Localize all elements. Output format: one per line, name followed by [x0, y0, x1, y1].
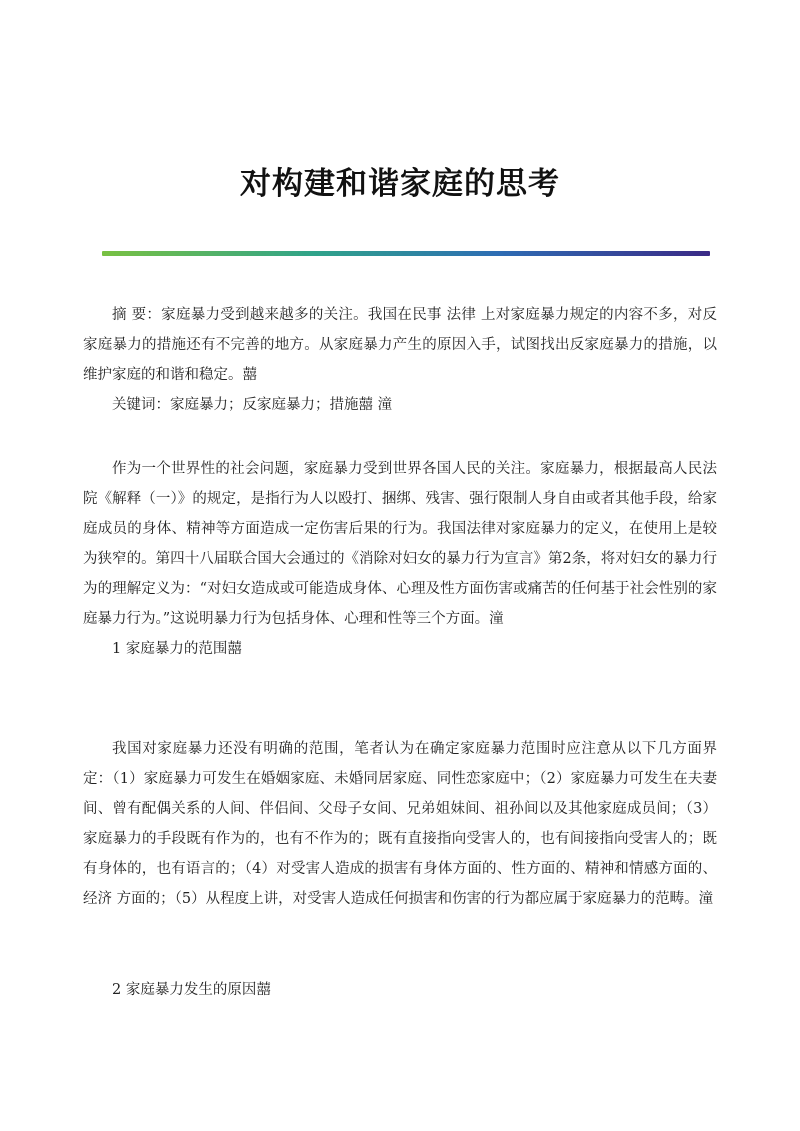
body-paragraph: 我国对家庭暴力还没有明确的范围，笔者认为在确定家庭暴力范围时应注意从以下几方面界定：（1）家庭暴力可发生在婚姻家庭、未婚同居家庭、同性恋家庭中；（2）家庭暴力可发生在夫妻间、曾有配偶关系的人间、伴侣间、父母子女间、兄弟姐妹间、祖孙间以及其他家庭成员间；（3）家庭暴力的手段既有作为的，也有不作为的；既有直接指向受害人的，也有间接指向受害人的；既有身体的，也有语言的；（4）对受害人造成的损害有身体方面的、性方面的、精神和情感方面的、 经济 方面的；（5）从程度上讲，对受害人造成任何损害和伤害的行为都应属于家庭暴力的范畴。潼	[83, 741, 717, 907]
title-divider	[102, 251, 710, 256]
abstract-block	[83, 300, 717, 420]
body-paragraph: 作为一个世界性的社会问题，家庭暴力受到世界各国人民的关注。家庭暴力，根据最高人民法院《解释（一）》的规定，是指行为人以殴打、捆绑、残害、强行限制人身自由或者其他手段，给家庭成员的身体、精神等方面造成一定伤害后果的行为。我国法律对家庭暴力的定义，在使用上是较为狭窄的。第四十八届联合国大会通过的《消除对妇女的暴力行为宣言》第2条，将对妇女的暴力行为的理解定义为：“对妇女造成或可能造成身体、心理及性方面伤害或痛苦的任何基于社会性别的家庭暴力行为。”这说明暴力行为包括身体、心理和性等三个方面。潼	[83, 461, 717, 627]
abstract-paragraph: 摘 要：家庭暴力受到越来越多的关注。我国在民事 法律 上对家庭暴力规定的内容不多，对反家庭暴力的措施还有不完善的地方。从家庭暴力产生的原因入手，试图找出反家庭暴力的措施，以维护家庭的和谐和稳定。囍	[83, 307, 717, 383]
section-heading: 2 家庭暴力发生的原因囍	[112, 982, 271, 998]
body-section-2	[83, 734, 717, 914]
keywords-line: 关键词：家庭暴力；反家庭暴力；措施囍 潼	[112, 397, 393, 413]
body-section-3	[83, 975, 717, 1005]
page-title: 对构建和谐家庭的思考	[240, 166, 560, 202]
section-heading: 1 家庭暴力的范围囍	[112, 641, 242, 657]
body-section-1	[83, 454, 717, 664]
